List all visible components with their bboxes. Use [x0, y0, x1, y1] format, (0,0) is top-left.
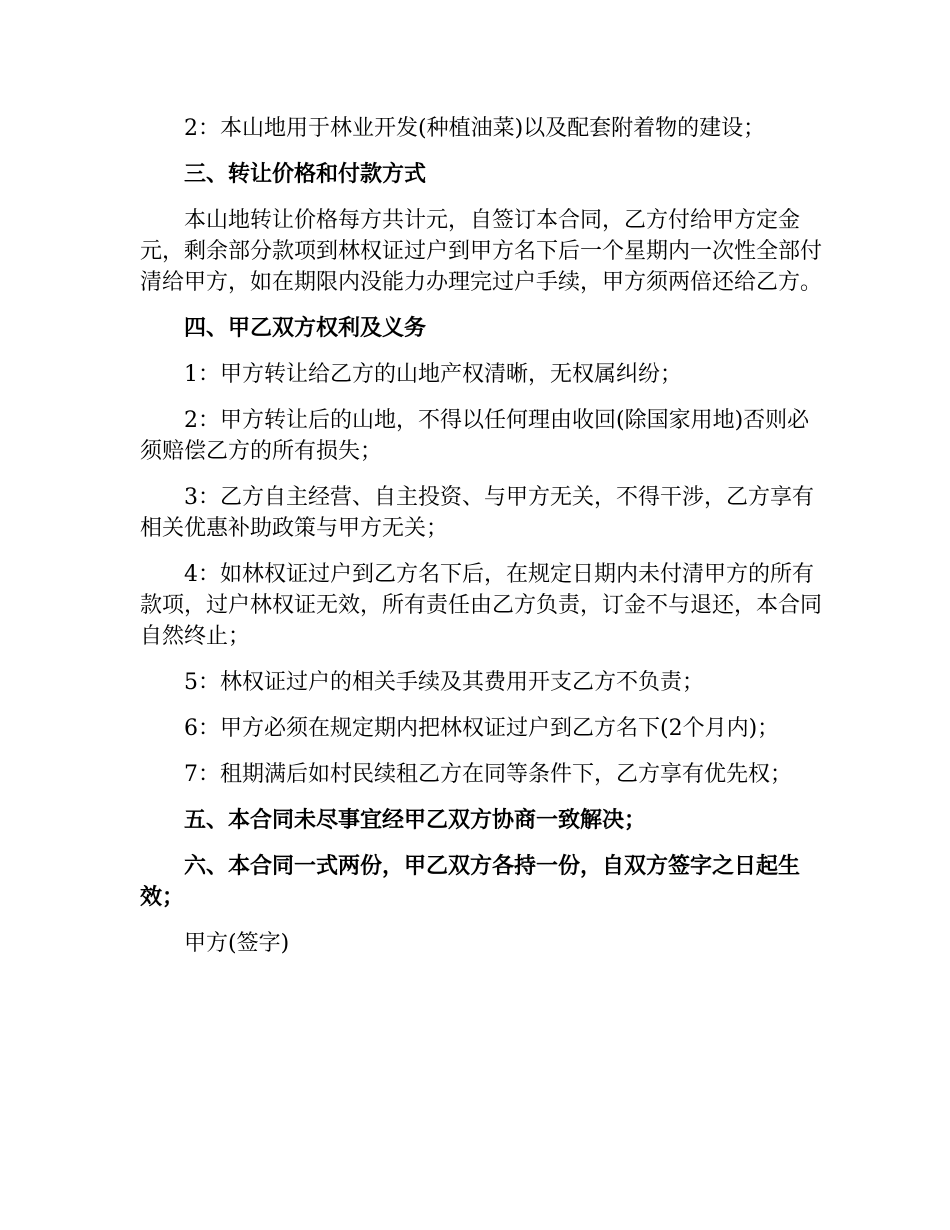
rights-clause-4: 4：如林权证过户到乙方名下后，在规定日期内未付清甲方的所有款项，过户林权证无效，所有责任由乙方负责，订金不与退还，本合同自然终止； — [140, 562, 823, 649]
rights-clause-3: 3：乙方自主经营、自主投资、与甲方无关，不得干涉，乙方享有相关优惠补助政策与甲方无关； — [140, 485, 814, 541]
section-4-heading: 四、甲乙双方权利及义务 — [184, 316, 427, 341]
party-a-signature-label: 甲方(签字) — [184, 931, 290, 956]
rights-clause-2: 2：甲方转让后的山地，不得以任何理由收回(除国家用地)否则必须赔偿乙方的所有损失； — [140, 408, 810, 464]
transfer-price-paragraph: 本山地转让价格每方共计元，自签订本合同，乙方付给甲方定金元，剩余部分款项到林权证过户到甲方名下后一个星期内一次性全部付清给甲方，如在期限内没能力办理完过户手续，甲方须两倍还给乙方。 — [140, 208, 823, 295]
clause-2-land-use: 2：本山地用于林业开发(种植油菜)以及配套附着物的建设； — [184, 116, 766, 141]
section-5-heading: 五、本合同未尽事宜经甲乙双方协商一致解决； — [184, 808, 647, 833]
rights-clause-5: 5：林权证过户的相关手续及其费用开支乙方不负责； — [184, 670, 704, 695]
rights-clause-1: 1：甲方转让给乙方的山地产权清晰，无权属纠纷； — [184, 362, 682, 387]
document-page — [140, 113, 830, 974]
rights-clause-6: 6：甲方必须在规定期内把林权证过户到乙方名下(2个月内)； — [184, 716, 780, 741]
section-3-heading: 三、转让价格和付款方式 — [184, 162, 427, 187]
rights-clause-7: 7：租期满后如村民续租乙方在同等条件下，乙方享有优先权； — [184, 762, 792, 787]
section-6-heading: 六、本合同一式两份，甲乙双方各持一份，自双方签字之日起生效； — [140, 854, 801, 910]
